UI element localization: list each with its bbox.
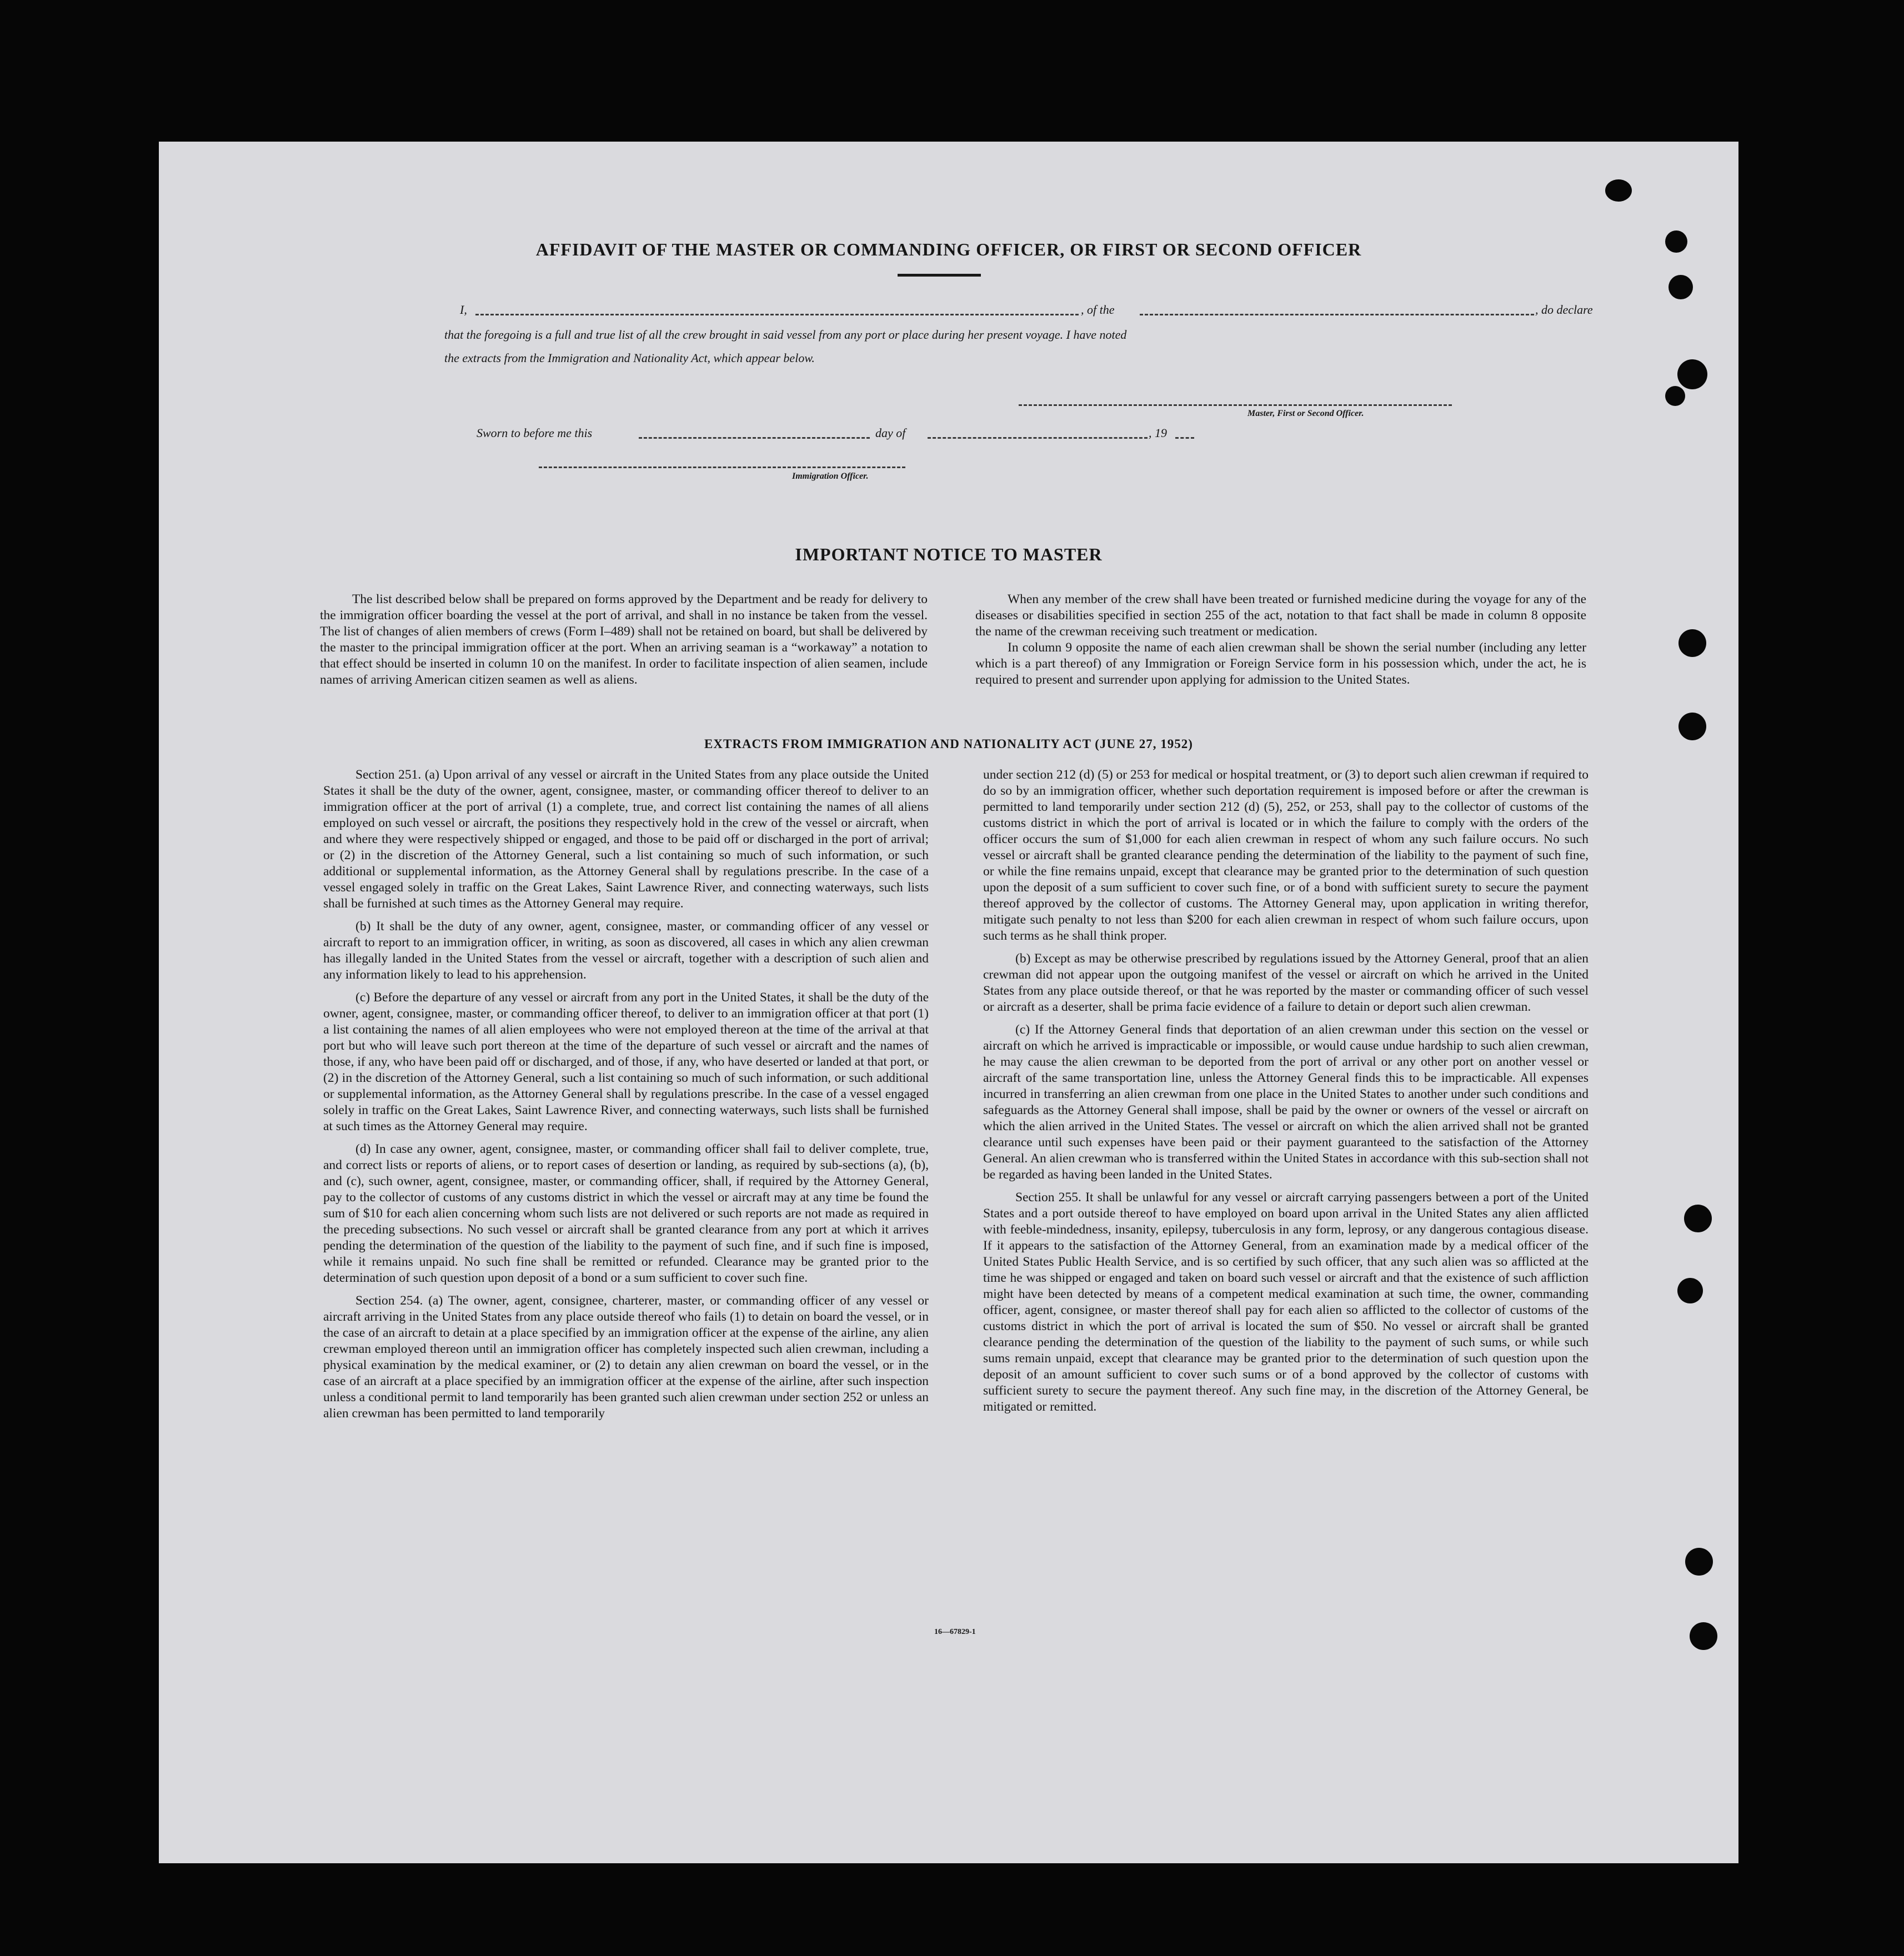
punch-hole xyxy=(1677,1278,1703,1303)
title-underline xyxy=(898,274,981,277)
affidavit-line-2: that the foregoing is a full and true list of all the crew brought in said vessel from any port or place during her present voyage. I have noted xyxy=(444,328,1127,342)
extract-paragraph: (c) If the Attorney General finds that deportation of an alien crewman under this section on the vessel or aircraft on which he arrived is impracticable or impossible, or would cause undue hardship to such alien crewman, he may cause the alien crewman to be deported from the port of arrival or any other port on another vessel or aircraft of the same transportation line, unless the Attorney General finds this to be impracticable. All expenses incurred in transferring an alien crewman from one place in the United States to another under such conditions and safeguards as the Attorney General shall impose, shall be paid by the owner or owners of the vessel or aircraft on which the alien arrived in the United States. The vessel or aircraft on which the alien arrived shall not be granted clearance until such expenses have been paid or their payment guaranteed to the satisfaction of the Attorney General. An alien crewman who is transferred within the United States in accordance with this sub-section shall not be regarded as having been landed in the United States. xyxy=(983,1022,1589,1182)
punch-hole xyxy=(1684,1205,1712,1232)
punch-hole xyxy=(1678,713,1706,740)
sworn-day-line[interactable] xyxy=(639,437,870,439)
notice-paragraph: In column 9 opposite the name of each alien crewman shall be shown the serial number (including any letter which is a part thereof) of any Immigration or Foreign Service form in his possession which, under the act, he is required to present and surrender upon applying for admission to the United States. xyxy=(975,640,1586,687)
master-signature-label: Master, First or Second Officer. xyxy=(1247,409,1364,418)
extract-paragraph: under section 212 (d) (5) or 253 for medical or hospital treatment, or (3) to deport such alien crewman if required to do so by an immigration officer, whether such deportation requirement is imposed before or after the crewman is permitted to land temporarily under section 212 (d) (5), 252, or 253, shall pay to the collector of customs of the customs district in which the port of arrival is located or in which the failure to comply with the orders of the officer occurs the sum of $1,000 for each alien crewman in respect of whom any such failure occurs. No such vessel or aircraft shall be granted clearance pending the determination of the liability to the payment of such fine, or while the fine remains unpaid, except that clearance may be granted prior to the determination of such question upon the deposit of a sum sufficient to cover such fine, or of a bond with sufficient surety to secure the payment thereof approved by the collector of customs. The Attorney General may, upon application in writing therefor, mitigate such penalty to not less than $200 for each alien crewman in respect of whom such failure occurs, upon such terms as he shall think proper. xyxy=(983,768,1589,943)
notice-paragraph: When any member of the crew shall have been treated or furnished medicine during the voyage for any of the diseases or disabilities specified in section 255 of the act, notation to that fact shall be made in column 8 opposite the name of the crewman receiving such treatment or medication. xyxy=(975,592,1586,639)
extracts-title: EXTRACTS FROM IMMIGRATION AND NATIONALITY ACT (JUNE 27, 1952) xyxy=(704,737,1193,751)
form-number: 16—67829-1 xyxy=(934,1628,976,1636)
extract-paragraph: Section 254. (a) The owner, agent, consignee, charterer, master, or commanding officer of any vessel or aircraft arriving in the United States from any place outside thereof who fails (1) to detain on board the vessel, or in the case of an aircraft to detain at a place specified by an immigration officer at the expense of the airline, any alien crewman employed thereon until an immigration officer has completely inspected such alien crewman, including a physical examination by the medical examiner, or (2) to detain any alien crewman on board the vessel, or in the case of an aircraft at a place specified by an immigration officer at the expense of the airline, after such inspection unless a conditional permit to land temporarily has been granted such alien crewman under section 252 or unless an alien crewman has been permitted to land temporarily xyxy=(323,1293,929,1421)
sworn-year-line[interactable] xyxy=(1175,437,1194,439)
punch-hole xyxy=(1690,1622,1717,1650)
extracts-left-column xyxy=(323,767,929,1428)
master-signature-line[interactable] xyxy=(1019,404,1452,406)
punch-hole xyxy=(1678,629,1706,657)
punch-hole xyxy=(1665,386,1685,406)
punch-hole xyxy=(1685,1548,1713,1576)
extract-paragraph: Section 251. (a) Upon arrival of any vessel or aircraft in the United States from any place outside the United States it shall be the duty of the owner, agent, consignee, master, or commanding officer thereof to deliver to an immigration officer at the port of arrival (1) a complete, true, and correct list containing the names of all aliens employed on such vessel or aircraft, the positions they respectively hold in the crew of the vessel or aircraft, when and where they were respectively shipped or engaged, and those to be paid off or discharged in the port of arrival; or (2) in the discretion of the Attorney General, such a list containing so much of such information, or such additional or supplemental information, as the Attorney General shall by regulations prescribe. In the case of a vessel engaged solely in traffic on the Great Lakes, Saint Lawrence River, and connecting waterways, such lists shall be furnished at such times as the Attorney General may require. xyxy=(323,768,929,911)
name-blank-line[interactable] xyxy=(475,314,1079,315)
notice-paragraph: The list described below shall be prepared on forms approved by the Department and be ready for delivery to the immigration officer boarding the vessel at the port of arrival, and shall in no instance be taken from the vessel. The list of changes of alien members of crews (Form I–489) shall not be retained on board, but shall be delivered by the master to the principal immigration officer at the port. When an arriving seaman is a “workaway” a notation to that effect should be inserted in column 10 on the manifest. In order to facilitate inspection of alien seamen, include names of arriving American citizen seamen as well as aliens. xyxy=(320,592,928,687)
punch-hole xyxy=(1605,179,1632,202)
immigration-officer-signature-line[interactable] xyxy=(539,467,905,468)
day-of-label: day of xyxy=(875,426,906,440)
document-page xyxy=(159,142,1738,1863)
sworn-label: Sworn to before me this xyxy=(477,426,593,440)
affidavit-do-declare-label: , do declare xyxy=(1535,303,1593,317)
vessel-blank-line[interactable] xyxy=(1140,314,1534,315)
extract-paragraph: (b) Except as may be otherwise prescribed by regulations issued by the Attorney General, proof that an alien crewman did not appear upon the outgoing manifest of the vessel or aircraft on which he arrived in the United States from any place outside thereof, or that he was reported by the master or commanding officer of such vessel or aircraft as a deserter, shall be prima facie evidence of a failure to detain or deport such alien crewman. xyxy=(983,951,1589,1014)
extracts-right-column xyxy=(983,767,1589,1422)
affidavit-line-3: the extracts from the Immigration and Nationality Act, which appear below. xyxy=(444,351,815,365)
immigration-officer-label: Immigration Officer. xyxy=(792,472,869,481)
punch-hole xyxy=(1668,275,1693,299)
notice-right-column xyxy=(975,591,1586,695)
extract-paragraph: Section 255. It shall be unlawful for any vessel or aircraft carrying passengers between a port of the United States and a port outside thereof to have employed on board upon arrival in the United States any alien afflicted with feeble-mindedness, insanity, epilepsy, tuberculosis in any form, leprosy, or any dangerous contagious disease. If it appears to the satisfaction of the Attorney General, from an examination made by a medical officer of the United States Public Health Service, and is so certified by such officer, that any such alien was so afflicted at the time he was shipped or engaged and taken on board such vessel or aircraft and that the existence of such affliction might have been detected by means of a competent medical examination at such time, the owner, commanding officer, agent, consignee, or master thereof shall pay for each alien so afflicted to the collector of customs of the customs district in which the port of arrival is located the sum of $50. No vessel or aircraft shall be granted clearance pending the determination of the question of the liability to the payment of such sums, or while such sums remain unpaid, except that clearance may be granted prior to the determination of such question upon the deposit of an amount sufficient to cover such sums or of a bond approved by the collector of customs with sufficient surety to secure the payment thereof. Any such fine may, in the discretion of the Attorney General, be mitigated or remitted. xyxy=(983,1190,1589,1414)
year-label: , 19 xyxy=(1149,426,1167,440)
affidavit-of-the-label: , of the xyxy=(1081,303,1115,317)
extract-paragraph: (b) It shall be the duty of any owner, agent, consignee, master, or commanding officer of any vessel or aircraft to report to an immigration officer, in writing, as soon as discovered, all cases in which any alien crewman has illegally landed in the United States from the vessel or aircraft, together with a description of such alien and any information likely to lead to his apprehension. xyxy=(323,919,929,982)
extract-paragraph: (c) Before the departure of any vessel or aircraft from any port in the United States, it shall be the duty of the owner, agent, consignee, master, or commanding officer thereof, to deliver to an immigration officer at that port (1) a list containing the names of all alien employees who were not employed thereon at the time of the arrival at that port but who will leave such port thereon at the time of the departure of such vessel or aircraft and the names of those, if any, who have been paid off or discharged, and of those, if any, who have deserted or landed at that port, or (2) in the discretion of the Attorney General, such a list containing so much of such information, or such additional or supplemental information, as the Attorney General shall by regulations prescribe. In the case of a vessel engaged solely in traffic on the Great Lakes, Saint Lawrence River, and connecting waterways, such lists shall be furnished at such times as the Attorney General may require. xyxy=(323,990,929,1134)
notice-left-column xyxy=(320,591,928,695)
sworn-month-line[interactable] xyxy=(928,437,1148,439)
affidavit-i-label: I, xyxy=(460,303,467,317)
affidavit-title: AFFIDAVIT OF THE MASTER OR COMMANDING OFFICER, OR FIRST OR SECOND OFFICER xyxy=(535,239,1362,259)
punch-hole xyxy=(1677,359,1707,389)
extract-paragraph: (d) In case any owner, agent, consignee, master, or commanding officer shall fail to deliver complete, true, and correct lists or reports of aliens, or to report cases of desertion or landing, as required by sub-sections (a), (b), and (c), such owner, agent, consignee, master, or commanding officer, shall, if required by the Attorney General, pay to the collector of customs of any customs district in which the vessel or aircraft may at any time be found the sum of $10 for each alien concerning whom such lists are not delivered or such reports are not made as required in the preceding subsections. No such vessel or aircraft shall be granted clearance from any port at which it arrives pending the determination of the question of the liability to the payment of such fine, and if such fine is imposed, while it remains unpaid. No such fine shall be remitted or refunded. Clearance may be granted prior to the determination of such question upon deposit of a bond or a sum sufficient to cover such fine. xyxy=(323,1142,929,1285)
notice-title: IMPORTANT NOTICE TO MASTER xyxy=(795,544,1103,564)
